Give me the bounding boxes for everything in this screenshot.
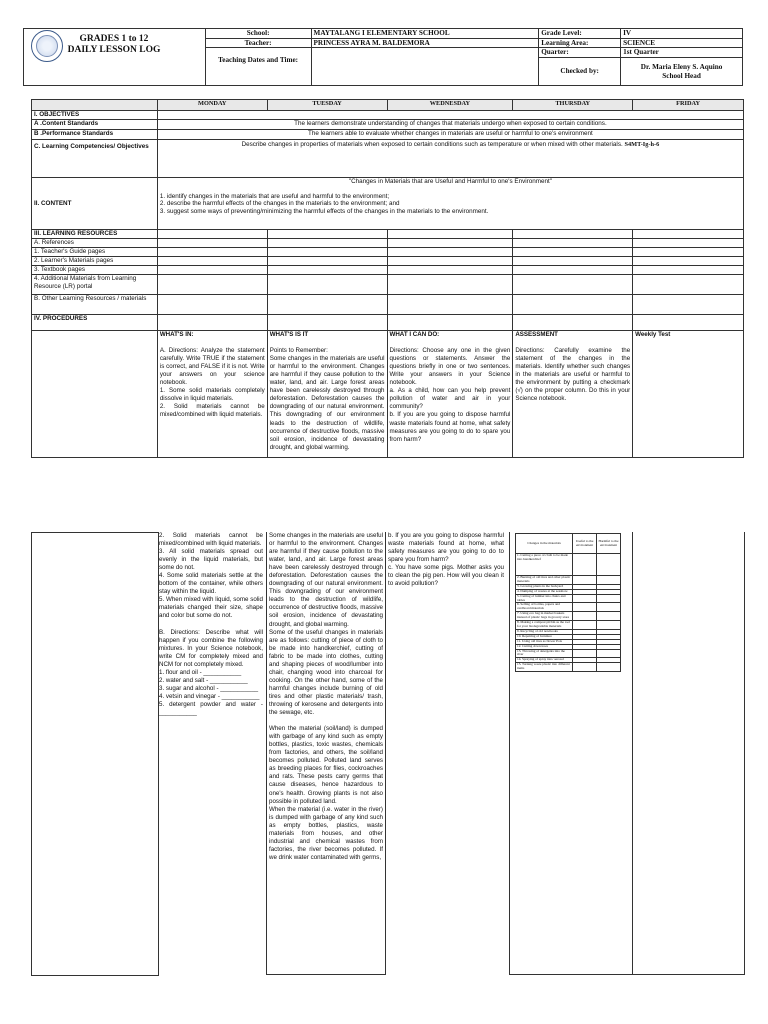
lesson-table (31, 99, 744, 458)
dates-label: Teaching Dates and Time: (205, 48, 311, 86)
content-standards-label: A .Content Standards (32, 120, 158, 130)
check-item: 3. Growing plants in the backyard (516, 584, 573, 589)
checked-name: Dr. Maria Eleny S. Aquino (640, 63, 723, 71)
competencies-text: Describe changes in properties of materials when exposed to certain conditions such as temperature or when mixed with other materials. (241, 141, 623, 148)
teacher-label: Teacher: (205, 38, 311, 48)
wed-head: WHAT I CAN DO: (389, 331, 440, 338)
checked-by (621, 58, 743, 86)
check-harmful-cell[interactable] (597, 612, 621, 621)
checked-role: School Head (662, 71, 701, 80)
area-label: Learning Area: (539, 38, 621, 48)
check-item: 8. Making a compost pit/bin as the tool for your biodegradable materials (516, 621, 573, 630)
check-harmful-cell[interactable] (597, 576, 621, 585)
check-item: 13. Throwing of detergents into the river (516, 649, 573, 658)
check-item: 2. Burning of old tires and other plastic materials (516, 576, 573, 585)
content-item-2: 2. describe the harmful effects of the changes in the materials to the environment; and (159, 200, 400, 208)
dates-value (311, 48, 539, 86)
check-row (516, 576, 621, 585)
area-value: SCIENCE (621, 38, 743, 48)
check-harmful-cell[interactable] (597, 603, 621, 612)
check-useful-cell[interactable] (573, 649, 597, 658)
mon-p9: 2. water and salt - ___________ (159, 676, 248, 684)
tue-p3: Some of the useful changes in materials are as follows: cutting of piece of cloth to be made into handkerchief, cutting of fabric to be made into clothes, cutting and shaping pieces of wood/lumber into chair, changing wood into charcoal for cooking. On the other hand, some of the harmful changes include burning of old tires and other plastic materials/ trash, throwing of kerosene and detergents into the sewage, etc. (269, 628, 383, 717)
wed-p3-cont: b. If you are you going to dispose harmful waste materials found at home, what safety measures are you going to do to spare you from harm? (388, 532, 504, 564)
wed-p4: c. You have some pigs. Mother asks you to clean the pig pen. How will you clean it to avoid pollution? (388, 564, 504, 588)
resources-label: III. LEARNING RESOURCES (32, 230, 158, 239)
competency-code: S4MT-Ig-h-6 (624, 141, 660, 148)
procedures-label: IV. PROCEDURES (32, 315, 158, 331)
check-useful-cell[interactable] (573, 663, 597, 672)
tue-continuation (266, 532, 386, 975)
continuation-blank-cell (31, 532, 159, 976)
check-harmful-cell[interactable] (597, 554, 621, 576)
check-item: 14. Spraying of spray into/ aerosol (516, 658, 573, 663)
check-col-harmful: Harmful to the environment (597, 534, 621, 554)
wed-continuation (386, 532, 506, 592)
wed-p3: b. If you are you going to dispose harmful waste materials found at home, what safety measures are you going to do to spare you from harm? (389, 411, 511, 443)
check-col-useful: Useful to the environment (573, 534, 597, 554)
check-item: 7. Using eco bag in market baskets instead of plastic bags in grocery store (516, 612, 573, 621)
assessment-checklist (515, 533, 621, 672)
grade-label: Grade Level: (539, 29, 621, 39)
check-item: 15. Turning waste plastic into different items (516, 663, 573, 672)
check-row (516, 663, 621, 672)
check-item: 12. Cutting down trees (516, 644, 573, 649)
check-harmful-cell[interactable] (597, 594, 621, 603)
mon-p3-cont: 2. Solid materials cannot be mixed/combined with liquid materials. (159, 532, 263, 548)
lr-portal-label: 4. Additional Materials from Learning Resource (LR) portal (32, 275, 158, 295)
check-useful-cell[interactable] (573, 594, 597, 603)
check-harmful-cell[interactable] (597, 621, 621, 630)
mon-p4: 3. All solid materials spread out evenly in the liquid materials, but some do not. (159, 548, 263, 572)
check-harmful-cell[interactable] (597, 663, 621, 672)
lm-label: 2. Learner's Materials pages (32, 257, 158, 266)
check-item: 5. Cutting of lumber into chairs and tables (516, 594, 573, 603)
content-standards: The learners demonstrate understanding of changes that materials undergo when exposed to certain conditions. (157, 120, 743, 130)
checked-label: Checked by: (539, 58, 621, 86)
tue-head: WHAT'S IS IT (269, 331, 309, 338)
tue-p2-cont: Some changes in the materials are useful or harmful to the environment. Changes are harmful if they cause pollution to the water, land, and air. Large forest areas have been carelessly destroyed through deforestation. Deforestation causes the downgrading of our natural environment. This downgrading of our environment leads to the destruction of wildlife, occurrence of destructive floods, massive soil erosion, incidence of devastating drought, and global warming. (269, 532, 383, 628)
teacher-value: PRINCESS AYRA M. BALDEMORA (311, 38, 539, 48)
wed-p1: Directions: Choose any one in the given questions or statements. Answer the questions briefly in one or two sentences. Write your answers in your Science notebook. (389, 347, 511, 387)
tue-p5: When the material (i.e. water in the river) is dumped with garbage of any kind such as empty bottles, plastics, waste materials from houses, and other industrial and chemical wastes from factories, the river becomes polluted. If we drink water contaminated with germs, (269, 805, 383, 861)
header-table (23, 28, 743, 86)
check-col-changes: Changes in the materials (516, 534, 573, 554)
wed-p2: a. As a child, how can you help prevent pollution of water and air in your community? (389, 387, 511, 411)
fri-continuation (633, 532, 745, 975)
other-lr-label: B. Other Learning Resources / materials (32, 295, 158, 315)
check-item: 1. Cutting a piece of cloth to be made into handkerchief (516, 554, 573, 576)
check-useful-cell[interactable] (573, 603, 597, 612)
content-title: "Changes in Materials that are Useful and Harmful to one's Environment" (348, 178, 552, 185)
content-label: II. CONTENT (32, 178, 158, 230)
mon-p7: B. Directions: Describe what will happen if you combine the following mixtures. In your Science notebook, write CM for completely mixed and NCM for not completely mixed. (159, 628, 263, 668)
check-useful-cell[interactable] (573, 612, 597, 621)
check-item: 9. Recycling of old notebooks (516, 629, 573, 634)
check-item: 11. Using old tires as flower Pots (516, 639, 573, 644)
mon-p2: 1. Some solid materials completely dissolve in liquid materials. (159, 387, 265, 403)
log-title: GRADES 1 to 12 DAILY LESSON LOG (67, 34, 161, 55)
competencies-label: C. Learning Competencies/ Objectives (32, 140, 158, 178)
references-label: A. References (32, 239, 158, 248)
thu-p1: Directions: Carefully examine the statement of the changes in the materials. Identify whether such changes in the materials are useful or harmful to the environment by putting a checkmark (√) on the proper column. Do this in your Science notebook. (515, 347, 631, 403)
check-row (516, 554, 621, 576)
tue-p4: When the material (soil/land) is dumped with garbage of any kind such as empty bottles, plastics, toxic wastes, chemicals from factories, and others, the soil/land becomes polluted. Polluted land serves as breeding places for flies, cockroaches and rats. These pests carry germs that cause diseases, hence hazardous to one's health. Growing plants is not also possible in polluted land. (269, 725, 383, 805)
mon-p5: 4. Some solid materials settle at the bottom of the container, while others stay within the liquid. (159, 572, 263, 596)
mon-p1: A. Directions: Analyze the statement carefully. Write TRUE if the statement is correct, and FALSE if it is not. Write your answers on your science notebook. (159, 347, 265, 387)
day-friday: FRIDAY (633, 100, 744, 111)
tue-p2: Some changes in the materials are useful or harmful to the environment. Changes are harmful if they cause pollution to the water, land, and air. Large forest areas have been carelessly destroyed through deforestation. Deforestation causes the downgrading of our natural environment. This downgrading of our environment leads to the destruction of wildlife, occurrence of destructive floods, massive soil erosion, incidence of devastating drought, and global warming. (269, 355, 385, 451)
day-thursday: THURSDAY (513, 100, 633, 111)
check-item: 10. Repairing of furniture (516, 634, 573, 639)
fri-head: Weekly Test (635, 331, 671, 338)
mon-p3: 2. Solid materials cannot be mixed/combined with liquid materials. (159, 403, 265, 419)
mon-p6: 5. When mixed with liquid, some solid materials changed their size, shape and color but some do not. (159, 596, 263, 620)
quarter-value: 1st Quarter (621, 48, 743, 58)
school-label: School: (205, 29, 311, 39)
content-item-1: 1. identify changes in the materials that are useful and harmful to the environment; (159, 192, 390, 200)
day-wednesday: WEDNESDAY (387, 100, 513, 111)
thu-continuation (509, 532, 633, 975)
performance-standards-label: B .Performance Standards (32, 130, 158, 140)
mon-p10: 3. sugar and alcohol - ___________ (159, 684, 259, 692)
objectives-label: I. OBJECTIVES (32, 111, 158, 120)
thu-head: ASSESSMENT (515, 331, 558, 338)
check-item: 6. Selling of bottles, papers and cardboard materials (516, 603, 573, 612)
textbook-label: 3. Textbook pages (32, 266, 158, 275)
performance-standards: The learners able to evaluate whether changes in materials are useful or harmful to one's environment (157, 130, 743, 140)
mon-head: WHAT'S IN: (159, 331, 194, 338)
check-useful-cell[interactable] (573, 621, 597, 630)
check-item: 4. Dumping of wastes at the seashore (516, 589, 573, 594)
tue-p1: Points to Remember: (269, 347, 328, 355)
school-value: MAYTALANG I ELEMENTARY SCHOOL (311, 29, 539, 39)
quarter-label: Quarter: (539, 48, 621, 58)
check-harmful-cell[interactable] (597, 649, 621, 658)
check-useful-cell[interactable] (573, 554, 597, 576)
day-monday: MONDAY (157, 100, 267, 111)
mon-p12: 5. detergent powder and water - ___________ (159, 700, 263, 717)
mon-p8: 1. flour and oil - ___________ (159, 668, 242, 676)
tg-label: 1. Teacher's Guide pages (32, 248, 158, 257)
competencies (157, 140, 743, 178)
content-cell (157, 178, 743, 230)
mon-continuation (159, 532, 263, 832)
day-tuesday: TUESDAY (267, 100, 387, 111)
mon-p11: 4. vetsin and vinegar - ___________ (159, 692, 260, 700)
check-useful-cell[interactable] (573, 576, 597, 585)
content-item-3: 3. suggest some ways of preventing/minimizing the harmful effects of the changes in the materials to the environment. (159, 207, 489, 215)
grade-value: IV (621, 29, 743, 39)
